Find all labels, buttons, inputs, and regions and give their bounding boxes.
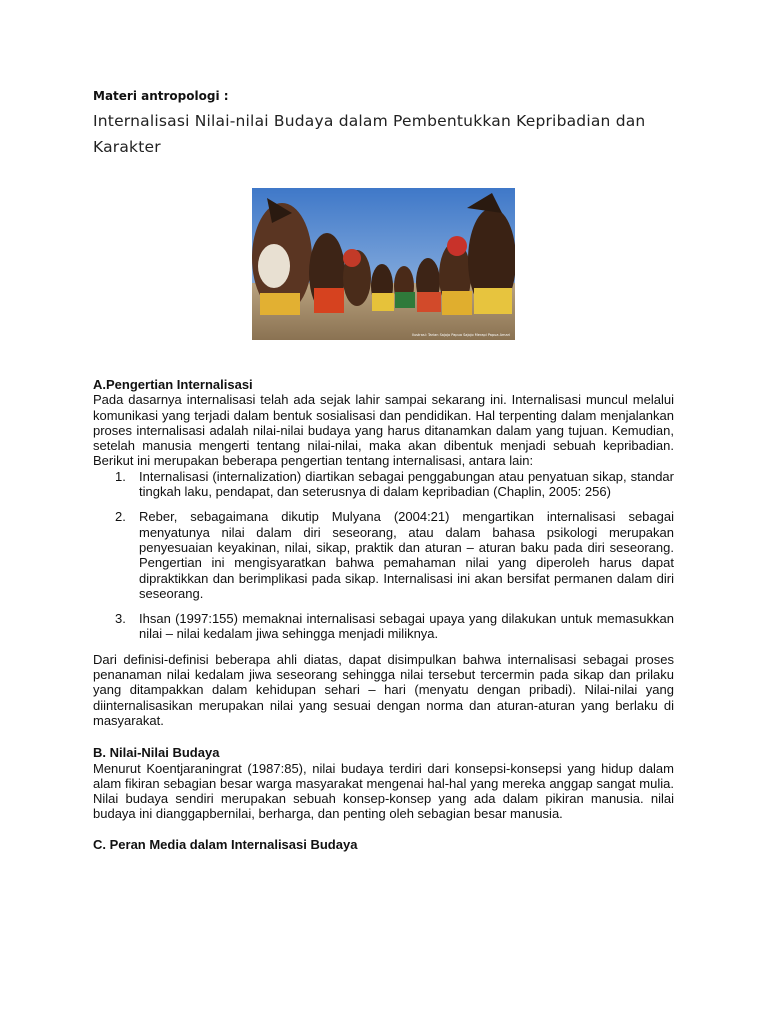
list-number: 1. — [115, 468, 126, 484]
section-b-heading: B. Nilai-Nilai Budaya — [93, 745, 220, 761]
photo-caption: Ilustrasi: Tarian Sajojo Papua Sajojo Merapi Papua Amari — [411, 333, 510, 337]
list-text: Ihsan (1997:155) memaknai internalisasi sebagai upaya yang dilakukan untuk memasukkan nilai – nilai kedalam jiwa sehingga menjadi miliknya. — [139, 611, 674, 642]
list-number: 2. — [115, 509, 126, 525]
section-a-conclusion: Dari definisi-definisi beberapa ahli diatas, dapat disimpulkan bahwa internalisasi sebagai proses penanaman nilai kedalam jiwa seseorang sehingga nilai tersebut tercermin pada sikap dan prilaku yang ditampakkan dalam kehidupan sehari – hari (menyatu dengan pribadi). Nilai-nilai yang diinternalisasikan merupakan nilai yang sesuai dengan norma dan aturan-aturan yang berlaku di masyarakat. — [93, 651, 674, 728]
definition-list — [93, 469, 674, 642]
list-item — [93, 611, 674, 642]
section-c-heading: C. Peran Media dalam Internalisasi Budaya — [93, 836, 358, 852]
document-title: Internalisasi Nilai-nilai Budaya dalam Pembentukkan Kepribadian dan Karakter — [93, 112, 646, 156]
section-a-heading: A.Pengertian Internalisasi — [93, 377, 253, 392]
document-body — [93, 377, 674, 852]
list-text: Internalisasi (internalization) diartikan sebagai penggabungan atau penyatuan sikap, standar tingkah laku, pendapat, dan seterusnya di dalam kepribadian (Chaplin, 2005: 256) — [139, 468, 674, 500]
list-text: Reber, sebagaimana dikutip Mulyana (2004:21) mengartikan internalisasi sebagai menyatunya nilai dalam diri seseorang, atau dalam bahasa psikologi merupakan penyesuaian keyakinan, nilai, sikap, praktik dan aturan – aturan baku pada diri seseorang. Pengertian ini mengisyaratkan bahwa pemahaman nilai yang diperoleh harus dapat dipraktikkan dan berimplikasi pada sikap. Internalisasi ini akan bersifat permanen dalam diri seseorang. — [139, 509, 674, 601]
list-item — [93, 509, 674, 601]
section-a-intro: Pada dasarnya internalisasi telah ada sejak lahir sampai sekarang ini. Internalisasi muncul melalui komunikasi yang terjadi dalam bentuk sosialisasi dan pendidikan. Hal terpenting dalam menjalankan proses internalisasi adalah nilai-nilai budaya yang harus ditanamkan dalam yang tujuan. Kemudian, setelah manusia mengerti tentang nilai-nilai, maka akan dibentuk menjadi sebuah kepribadian. Berikut ini merupakan beberapa pengertian tentang internalisasi, antara lain: — [93, 392, 674, 469]
section-b-text: Menurut Koentjaraningrat (1987:85), nilai budaya terdiri dari konsepsi-konsepsi yang hidup dalam alam fikiran sebagian besar warga masyarakat mengenai hal-hal yang mereka anggap sangat mulia. Nilai budaya sendiri merupakan sebuah konsep-konsep yang ada dalam pikiran manusia. nilai budaya ini dianggapbernilai, berharga, dan penting oleh sebagian besar manusia. — [93, 760, 674, 822]
list-item — [93, 469, 674, 500]
subject-label: Materi antropologi : — [93, 89, 229, 103]
traditional-dance-photo — [252, 188, 515, 340]
list-number: 3. — [115, 611, 126, 627]
